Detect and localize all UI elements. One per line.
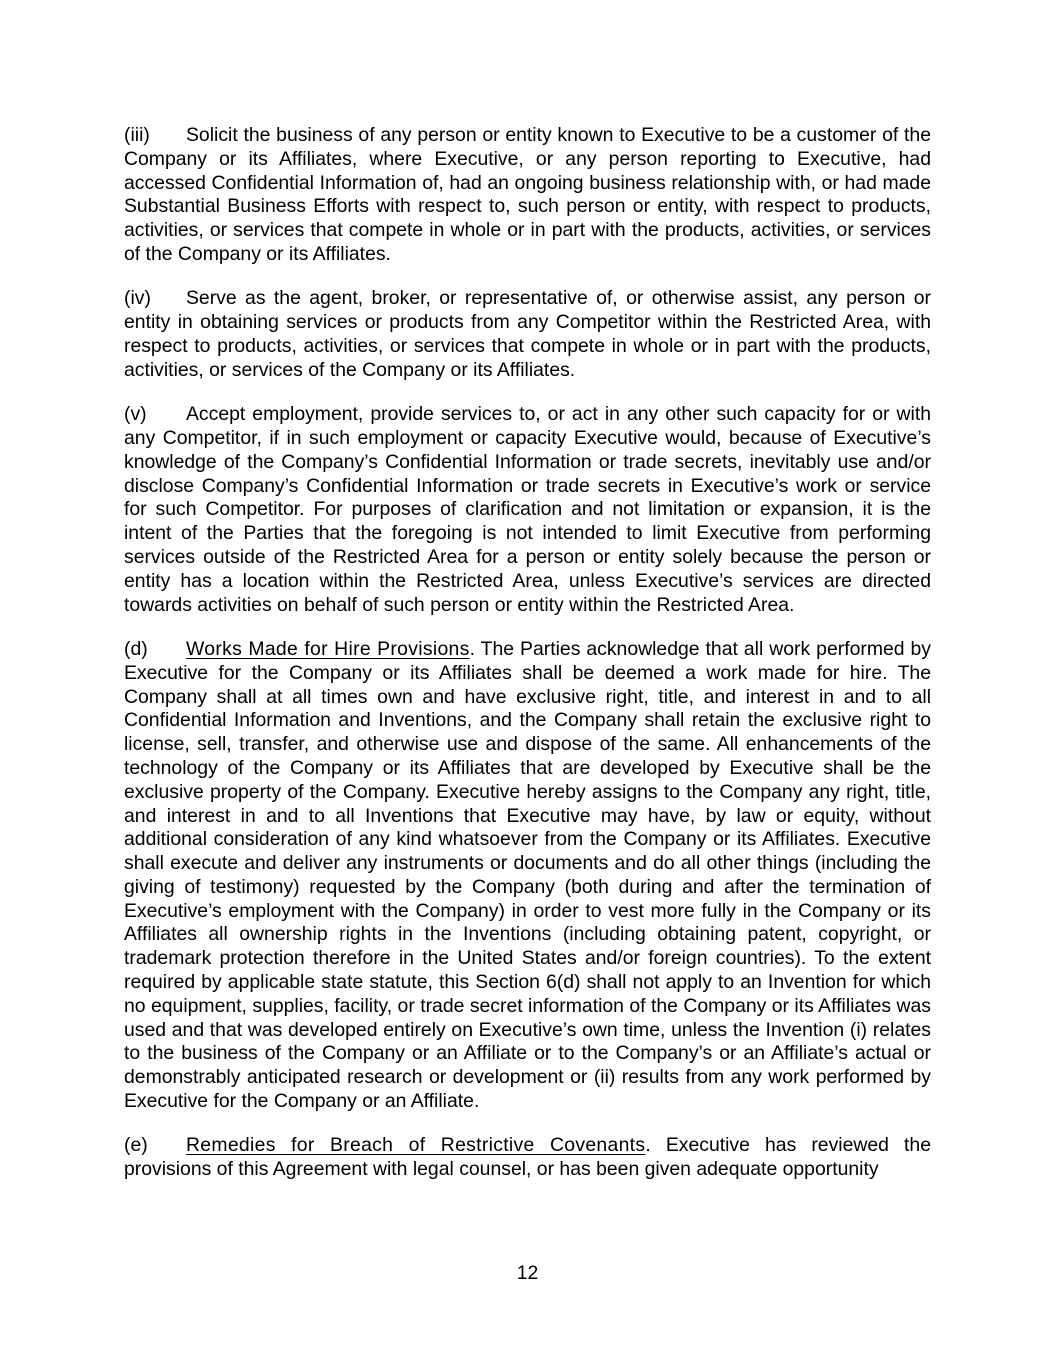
- paragraph-text: Solicit the business of any person or entity known to Executive to be a customer of the Company or its Affiliates, where Executive, or any person reporting to Executive, had accessed Confidential Information of, had an ongoing business relationship with, or had made Substantial Business Efforts with respect to, such person or entity, with respect to products, activities, or services that compete in whole or in part with the products, activities, or services of the Company or its Affiliates.: [124, 124, 931, 265]
- paragraph-number: (v): [124, 403, 147, 426]
- section-heading: Remedies for Breach of Restrictive Covenants: [186, 1134, 646, 1157]
- paragraph-v: [124, 403, 931, 617]
- paragraph-iii: [124, 124, 931, 267]
- paragraph-iv: [124, 287, 931, 382]
- paragraph-number: (iv): [124, 287, 151, 310]
- paragraph-number: (d): [124, 637, 148, 660]
- paragraph-text: Serve as the agent, broker, or representative of, or otherwise assist, any person or entity in obtaining services or products from any Competitor within the Restricted Area, with respect to products, activities, or services that compete in whole or in part with the products, activities, or services of the Company or its Affiliates.: [124, 287, 931, 381]
- section-heading: Works Made for Hire Provisions: [186, 637, 470, 660]
- paragraph-text: Accept employment, provide services to, or act in any other such capacity for or with any Competitor, if in such employment or capacity Executive would, because of Executive’s knowledge of the Company’s Confidential Information or trade secrets, inevitably use and/or disclose Company’s Confidential Information or trade secrets in Executive’s work or service for such Competitor. For purposes of clarification and not limitation or expansion, it is the intent of the Parties that the foregoing is not intended to limit Executive from performing services outside of the Restricted Area for a person or entity solely because the person or entity has a location within the Restricted Area, unless Executive’s services are directed towards activities on behalf of such person or entity within the Restricted Area.: [124, 403, 931, 616]
- paragraph-e: [124, 1134, 931, 1182]
- paragraph-number: (e): [124, 1134, 148, 1157]
- page-number: 12: [516, 1262, 539, 1284]
- paragraph-text: . The Parties acknowledge that all work performed by Executive for the Company or its Affiliates shall be deemed a work made for hire. The Company shall at all times own and have exclusive right, title, and interest in and to all Confidential Information and Inventions, and the Company shall retain the exclusive right to license, sell, transfer, and otherwise use and dispose of the same. All enhancements of the technology of the Company or its Affiliates that are developed by Executive shall be the exclusive property of the Company. Executive hereby assigns to the Company any right, title, and interest in and to all Inventions that Executive may have, by law or equity, without additional consideration of any kind whatsoever from the Company or its Affiliates. Executive shall execute and deliver any instruments or documents and do all other things (including the giving of testimony) requested by the Company (both during and after the termination of Executive’s employment with the Company) in order to vest more fully in the Company or its Affiliates all ownership rights in the Inventions (including obtaining patent, copyright, or trademark protection therefore in the United States and/or foreign countries). To the extent required by applicable state statute, this Section 6(d) shall not apply to an Invention for which no equipment, supplies, facility, or trade secret information of the Company or its Affiliates was used and that was developed entirely on Executive’s own time, unless the Invention (i) relates to the business of the Company or an Affiliate or to the Company’s or an Affiliate’s actual or demonstrably anticipated research or development or (ii) results from any work performed by Executive for the Company or an Affiliate.: [124, 637, 931, 1113]
- document-page: [124, 124, 931, 1203]
- paragraph-text: . Executive has reviewed the provisions of this Agreement with legal counsel, or has been given adequate opportunity: [124, 1134, 931, 1181]
- paragraph-d: [124, 638, 931, 1114]
- paragraph-number: (iii): [124, 124, 150, 146]
